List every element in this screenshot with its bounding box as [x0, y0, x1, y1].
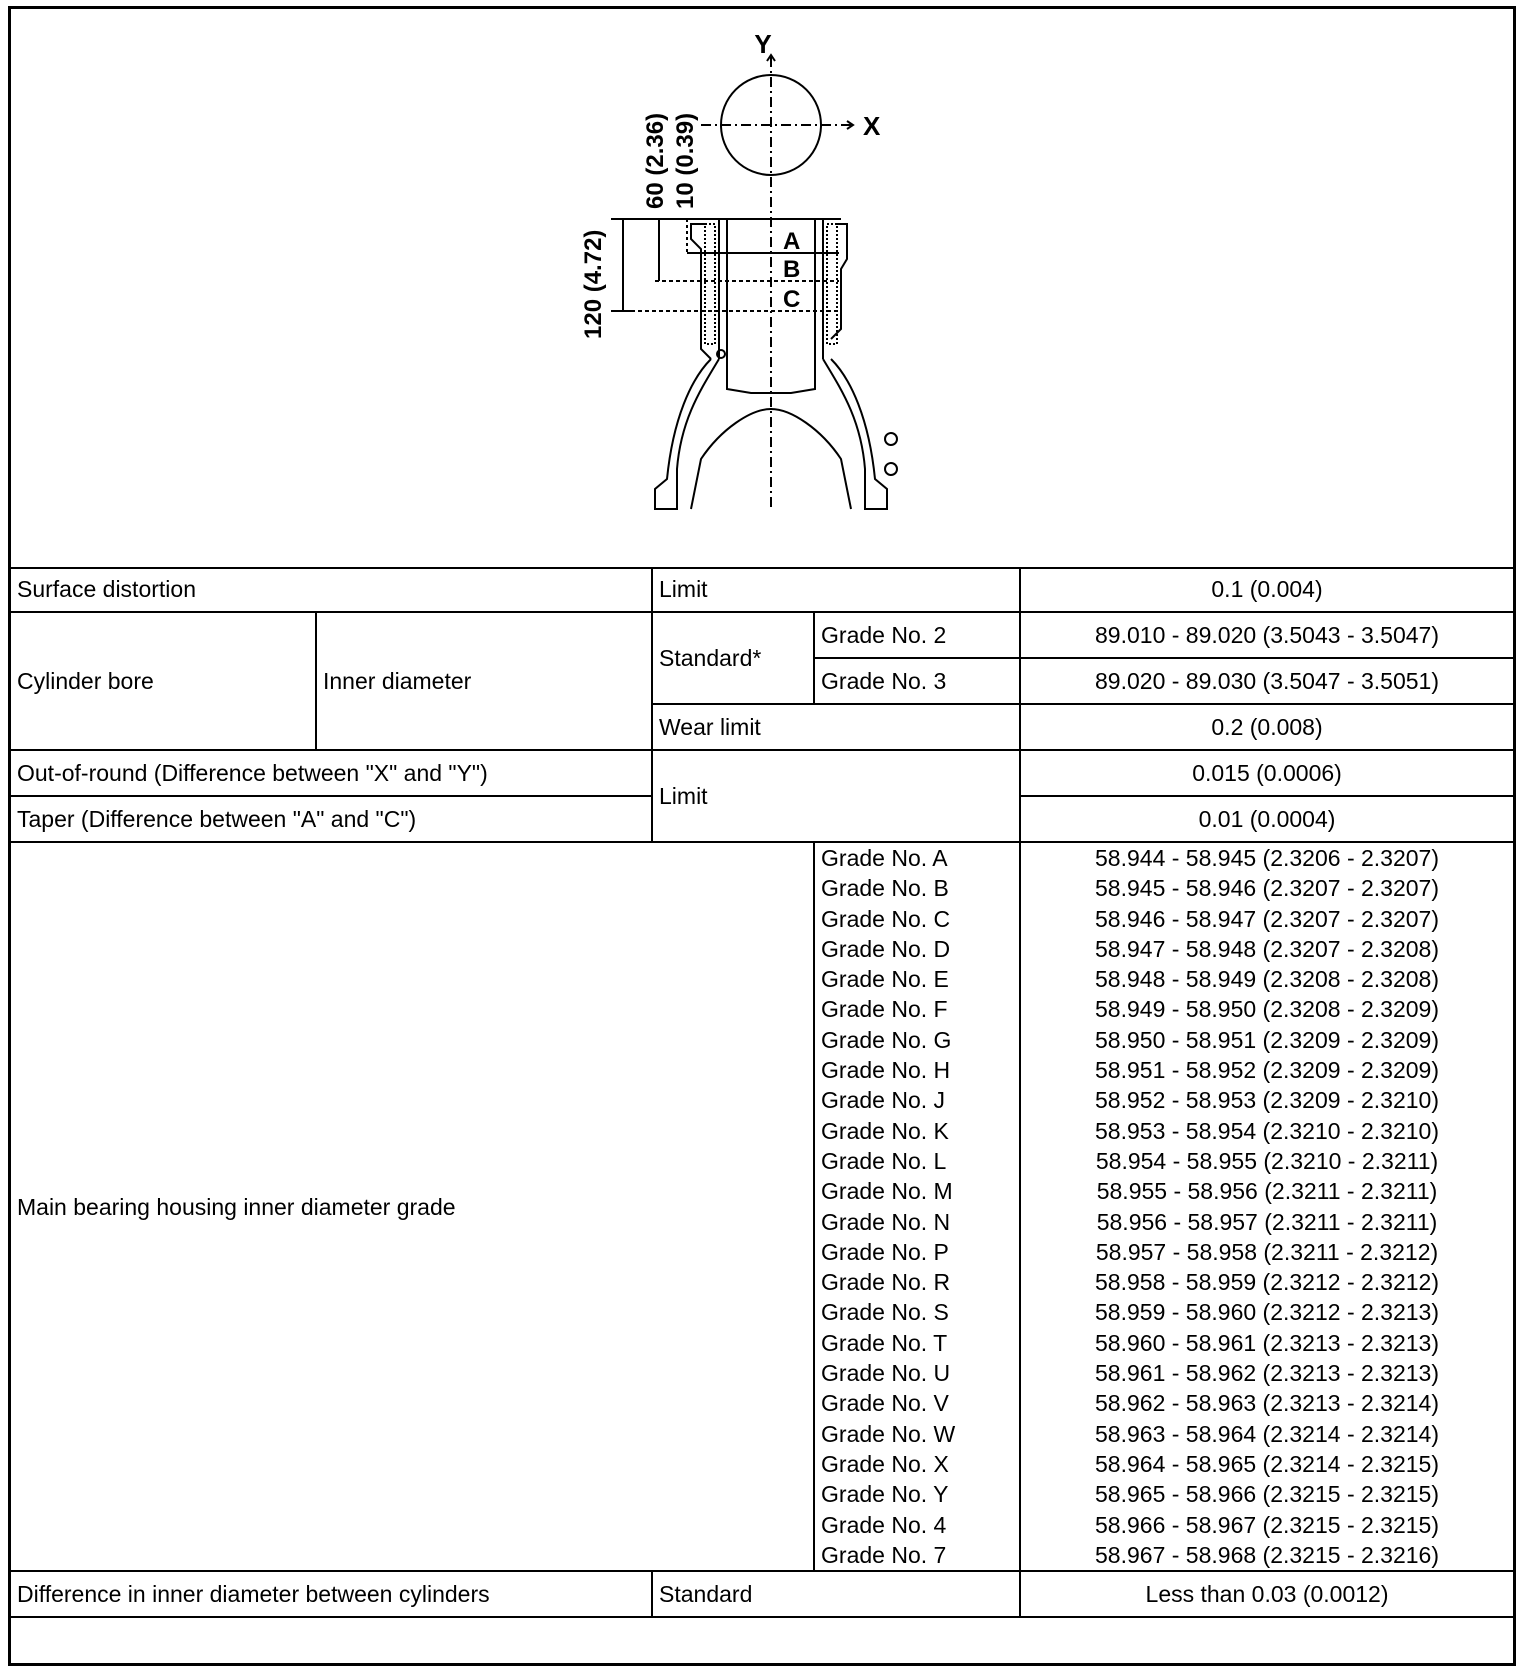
main-bearing-grade-value: 58.945 - 58.946 (2.3207 - 2.3207)	[1095, 875, 1439, 902]
dim-10-label: 10 (0.39)	[672, 112, 699, 209]
main-bearing-value-list	[1020, 842, 1513, 1571]
main-bearing-grade-value: 58.947 - 58.948 (2.3207 - 2.3208)	[1095, 935, 1439, 962]
main-bearing-grade: Grade No. Y	[821, 1481, 949, 1508]
main-bearing-grade-value: 58.962 - 58.963 (2.3213 - 2.3214)	[1095, 1390, 1439, 1417]
standard-label: Standard*	[652, 612, 814, 704]
main-bearing-grade: Grade No. F	[821, 996, 948, 1023]
dim-60-label: 60 (2.36)	[642, 112, 669, 209]
main-bearing-grade-value: 58.960 - 58.961 (2.3213 - 2.3213)	[1095, 1329, 1439, 1356]
axis-x-label: X	[863, 111, 881, 141]
grade-2-label: Grade No. 2	[814, 612, 1020, 658]
spec-frame	[8, 6, 1516, 1666]
main-bearing-grade-value: 58.946 - 58.947 (2.3207 - 2.3207)	[1095, 905, 1439, 932]
difference-type: Standard	[652, 1571, 1020, 1617]
main-bearing-grade-value: 58.948 - 58.949 (2.3208 - 2.3208)	[1095, 966, 1439, 993]
main-bearing-grade: Grade No. N	[821, 1208, 951, 1235]
main-bearing-grade: Grade No. H	[821, 1057, 951, 1084]
main-bearing-grade-value: 58.952 - 58.953 (2.3209 - 2.3210)	[1095, 1087, 1439, 1114]
main-bearing-grade: Grade No. U	[821, 1360, 951, 1387]
row-main-bearing	[11, 842, 1513, 1571]
difference-value: Less than 0.03 (0.0012)	[1020, 1571, 1513, 1617]
main-bearing-grade-value: 58.964 - 58.965 (2.3214 - 2.3215)	[1095, 1450, 1439, 1477]
axis-y-label: Y	[754, 29, 772, 59]
point-b-label: B	[783, 256, 801, 283]
difference-label: Difference in inner diameter between cylinders	[11, 1571, 652, 1617]
main-bearing-grade: Grade No. E	[821, 966, 949, 993]
taper-label: Taper (Difference between "A" and "C")	[11, 796, 652, 842]
out-of-round-label: Out-of-round (Difference between "X" and "Y")	[11, 750, 652, 796]
left-skirt	[655, 359, 719, 509]
main-bearing-grade: Grade No. A	[821, 845, 948, 871]
main-bearing-grade: Grade No. 4	[821, 1511, 947, 1538]
main-bearing-grade: Grade No. V	[821, 1390, 949, 1417]
main-bearing-label: Main bearing housing inner diameter grade	[11, 842, 814, 1571]
point-a-label: A	[783, 228, 801, 255]
surface-distortion-value: 0.1 (0.004)	[1020, 567, 1513, 612]
main-bearing-grade: Grade No. T	[821, 1329, 948, 1356]
inner-diameter-label: Inner diameter	[316, 612, 652, 750]
wear-limit-value: 0.2 (0.008)	[1020, 704, 1513, 750]
main-bearing-grade: Grade No. C	[821, 905, 951, 932]
main-bearing-grade-value: 58.950 - 58.951 (2.3209 - 2.3209)	[1095, 1026, 1439, 1053]
grade-3-value: 89.020 - 89.030 (3.5047 - 3.5051)	[1020, 658, 1513, 704]
main-bearing-grade: Grade No. P	[821, 1238, 949, 1265]
bolt-hole-2	[885, 463, 897, 475]
right-skirt	[823, 359, 887, 509]
main-bearing-grade-value: 58.957 - 58.958 (2.3211 - 2.3212)	[1095, 1238, 1439, 1265]
dim-120-label: 120 (4.72)	[580, 229, 607, 339]
left-block-outline	[691, 224, 711, 359]
main-bearing-grade-list	[814, 842, 1020, 1571]
main-bearing-grade-value: 58.966 - 58.967 (2.3215 - 2.3215)	[1095, 1511, 1439, 1538]
grade-3-label: Grade No. 3	[814, 658, 1020, 704]
main-bearing-grade: Grade No. S	[821, 1299, 949, 1326]
row-bore-grade2	[11, 612, 1513, 658]
cylinder-block-diagram	[11, 9, 1513, 569]
left-liner-hatch	[705, 224, 715, 344]
main-bearing-grade-value: 58.967 - 58.968 (2.3215 - 2.3216)	[1095, 1541, 1439, 1568]
bolt-hole-1	[885, 433, 897, 445]
main-bearing-grade: Grade No. M	[821, 1178, 953, 1205]
main-bearing-grade-value: 58.963 - 58.964 (2.3214 - 2.3214)	[1095, 1420, 1439, 1447]
grade-2-value: 89.010 - 89.020 (3.5043 - 3.5047)	[1020, 612, 1513, 658]
main-bearing-grade-value: 58.953 - 58.954 (2.3210 - 2.3210)	[1095, 1117, 1439, 1144]
surface-distortion-type: Limit	[652, 567, 1020, 612]
diagram-svg	[11, 9, 1513, 565]
main-bearing-grade: Grade No. L	[821, 1147, 947, 1174]
main-bearing-grade: Grade No. B	[821, 875, 949, 902]
row-surface-distortion	[11, 567, 1513, 612]
row-difference	[11, 1571, 1513, 1617]
spec-table	[11, 567, 1513, 1618]
main-bearing-grade: Grade No. G	[821, 1026, 952, 1053]
right-liner-hatch	[827, 224, 837, 344]
limit-label: Limit	[652, 750, 1020, 842]
out-of-round-value: 0.015 (0.0006)	[1020, 750, 1513, 796]
surface-distortion-label: Surface distortion	[11, 567, 652, 612]
main-bearing-grade: Grade No. R	[821, 1269, 951, 1296]
main-bearing-grade: Grade No. X	[821, 1450, 949, 1477]
row-out-of-round	[11, 750, 1513, 796]
taper-value: 0.01 (0.0004)	[1020, 796, 1513, 842]
wear-limit-label: Wear limit	[652, 704, 1020, 750]
main-bearing-grade-value: 58.949 - 58.950 (2.3208 - 2.3209)	[1095, 996, 1439, 1023]
main-bearing-grade-value: 58.951 - 58.952 (2.3209 - 2.3209)	[1095, 1057, 1439, 1084]
point-c-label: C	[783, 286, 801, 313]
main-bearing-grade: Grade No. 7	[821, 1541, 947, 1568]
main-bearing-grade: Grade No. W	[821, 1420, 956, 1447]
main-bearing-grade-value: 58.965 - 58.966 (2.3215 - 2.3215)	[1095, 1481, 1439, 1508]
main-bearing-grade-value: 58.954 - 58.955 (2.3210 - 2.3211)	[1095, 1147, 1439, 1174]
main-bearing-grade: Grade No. K	[821, 1117, 949, 1144]
main-bearing-grade-value: 58.959 - 58.960 (2.3212 - 2.3213)	[1095, 1299, 1439, 1326]
main-bearing-grade-value: 58.961 - 58.962 (2.3213 - 2.3213)	[1095, 1360, 1439, 1387]
main-bearing-grade: Grade No. J	[821, 1087, 946, 1114]
main-bearing-grade-value: 58.944 - 58.945 (2.3206 - 2.3207)	[1095, 845, 1439, 871]
main-bearing-grade: Grade No. D	[821, 935, 951, 962]
main-bearing-grade-value: 58.956 - 58.957 (2.3211 - 2.3211)	[1096, 1208, 1438, 1235]
main-bearing-grade-value: 58.955 - 58.956 (2.3211 - 2.3211)	[1096, 1178, 1438, 1205]
main-bearing-grade-value: 58.958 - 58.959 (2.3212 - 2.3212)	[1095, 1269, 1439, 1296]
cylinder-bore-label: Cylinder bore	[11, 612, 316, 750]
